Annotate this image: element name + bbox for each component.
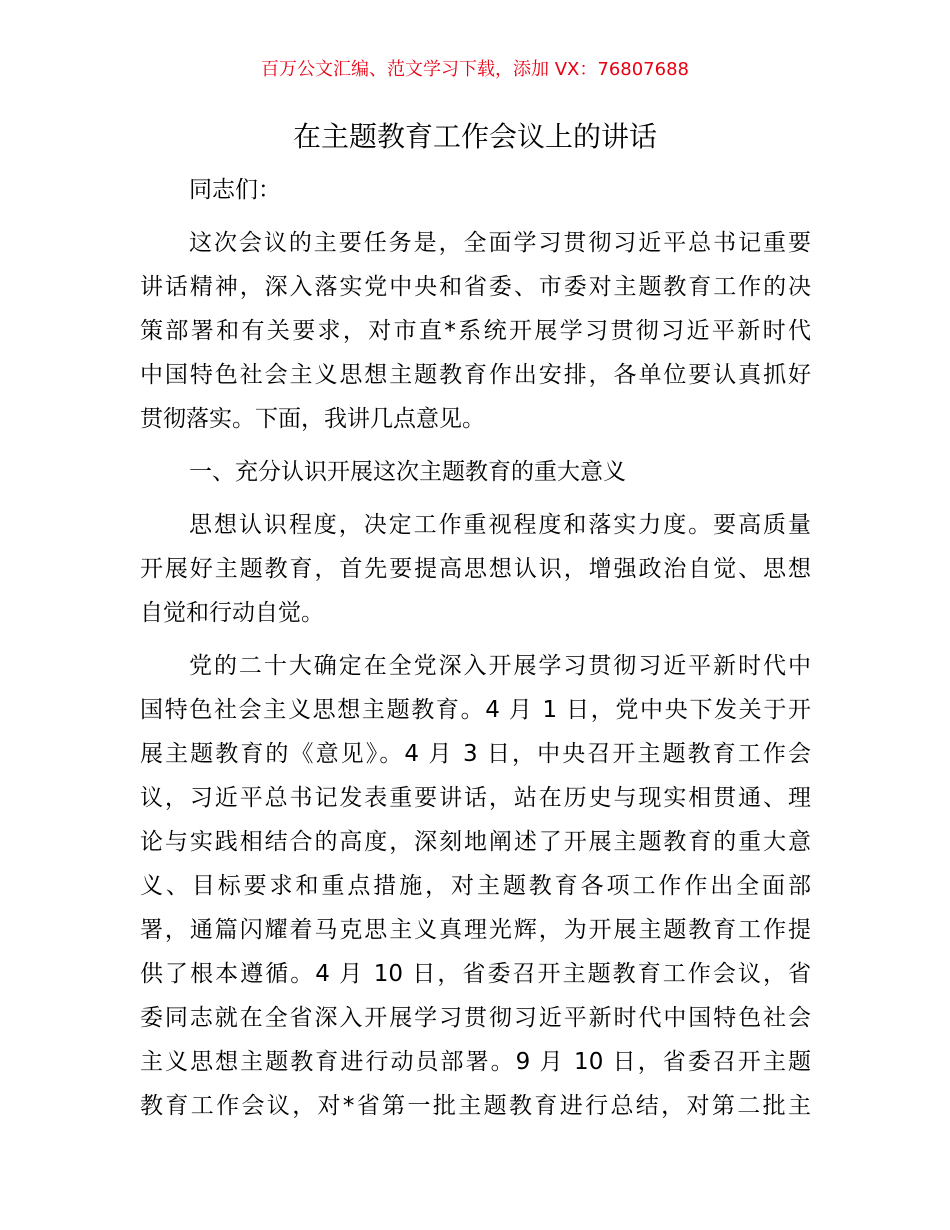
text-line: 论与实践相结合的高度，深刻地阐述了开展主题教育的重大意 xyxy=(140,829,811,855)
text-line: 党的二十大确定在全党深入开展学习贯彻习近平新时代中 xyxy=(189,653,811,679)
text-line: 主义思想主题教育进行动员部署。9 月 10 日，省委召开主题 xyxy=(140,1049,811,1075)
paragraph xyxy=(140,168,811,212)
text-line: 思想认识程度，决定工作重视程度和落实力度。要高质量 xyxy=(189,512,811,538)
paragraph xyxy=(140,450,811,494)
text-line: 一、充分认识开展这次主题教育的重大意义 xyxy=(189,459,626,485)
text-line: 开展好主题教育，首先要提高思想认识，增强政治自觉、思想 xyxy=(140,556,811,582)
text-line: 同志们： xyxy=(189,177,281,203)
text-line: 策部署和有关要求，对市直*系统开展学习贯彻习近平新时代 xyxy=(140,318,811,344)
text-line: 义、目标要求和重点措施，对主题教育各项工作作出全面部 xyxy=(140,873,811,899)
text-line: 供了根本遵循。4 月 10 日，省委召开主题教育工作会议，省 xyxy=(140,961,811,987)
text-line: 国特色社会主义思想主题教育。4 月 1 日，党中央下发关于开 xyxy=(140,697,811,723)
text-line: 自觉和行动自觉。 xyxy=(140,600,324,626)
text-line: 署，通篇闪耀着马克思主义真理光辉，为开展主题教育工作提 xyxy=(140,917,811,943)
document-body xyxy=(140,168,811,1128)
document-title: 在主题教育工作会议上的讲话 xyxy=(292,120,657,153)
watermark-banner: 百万公文汇编、范文学习下载，添加 VX：76807688 xyxy=(261,59,689,80)
text-line: 委同志就在全省深入开展学习贯彻习近平新时代中国特色社会 xyxy=(140,1005,811,1031)
text-line: 教育工作会议，对*省第一批主题教育进行总结，对第二批主 xyxy=(140,1093,811,1119)
paragraph xyxy=(140,644,811,1128)
paragraph xyxy=(140,221,811,441)
text-line: 议，习近平总书记发表重要讲话，站在历史与现实相贯通、理 xyxy=(140,785,811,811)
text-line: 展主题教育的《意见》。4 月 3 日，中央召开主题教育工作会 xyxy=(140,741,811,767)
text-line: 讲话精神，深入落实党中央和省委、市委对主题教育工作的决 xyxy=(140,274,811,300)
text-line: 贯彻落实。下面，我讲几点意见。 xyxy=(140,406,485,432)
text-line: 这次会议的主要任务是，全面学习贯彻习近平总书记重要 xyxy=(189,230,811,256)
text-line: 中国特色社会主义思想主题教育作出安排，各单位要认真抓好 xyxy=(140,362,811,388)
paragraph xyxy=(140,503,811,635)
